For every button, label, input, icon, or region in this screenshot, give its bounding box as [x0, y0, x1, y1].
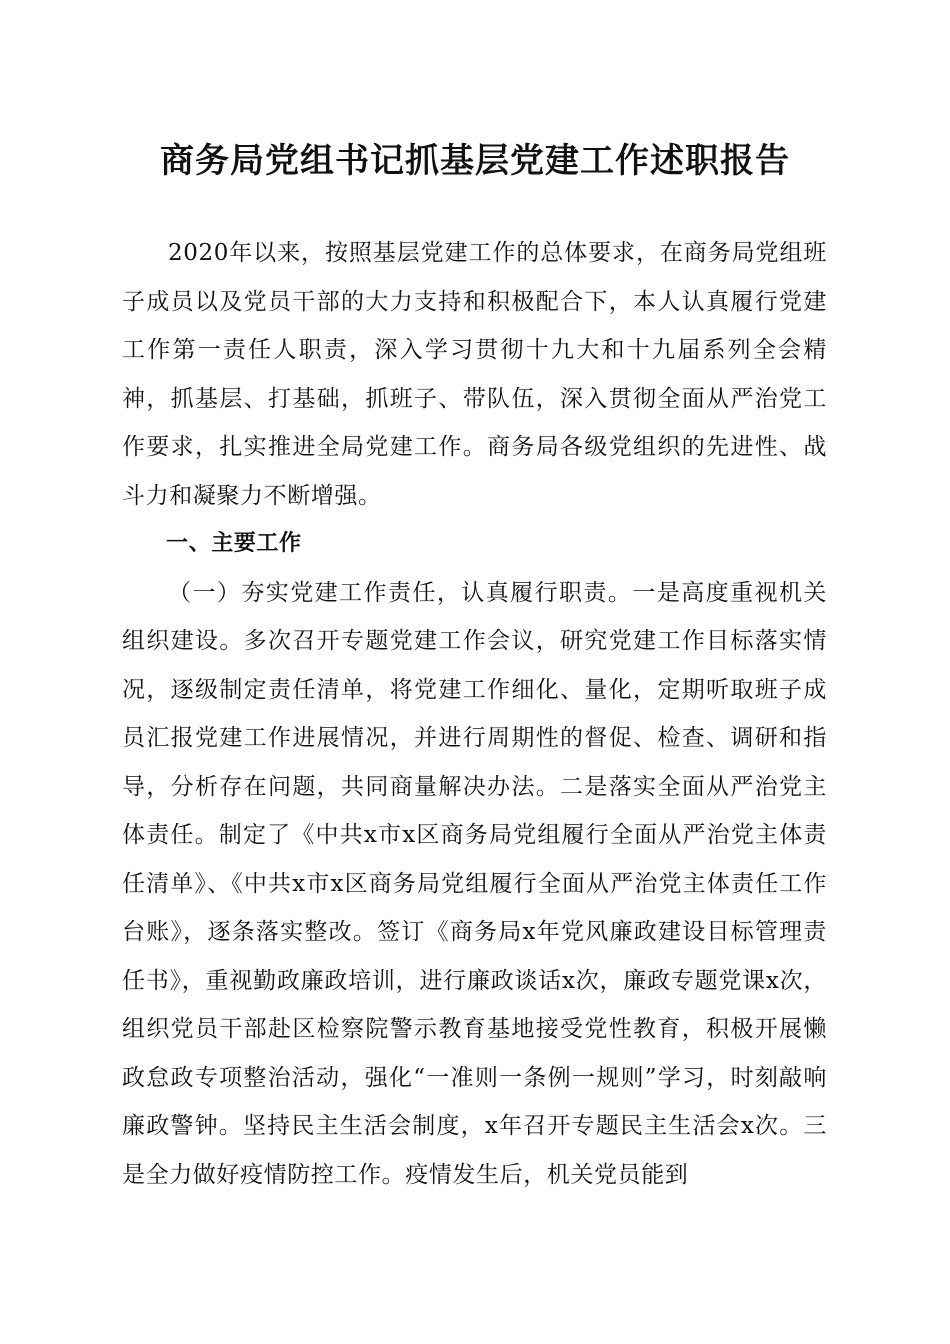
document-title: 商务局党组书记抓基层党建工作述职报告 [160, 141, 790, 181]
section-heading: 一、主要工作 [166, 531, 302, 556]
section-paragraph: （一）夯实党建工作责任，认真履行职责。一是高度重视机关组织建设。多次召开专题党建工作会议，研究党建工作目标落实情况，逐级制定责任清单，将党建工作细化、量化，定期听取班子成员汇报党建工作进展情况，并进行周期性的督促、检查、调研和指导，分析存在问题，共同商量解决办法。二是落实全面从严治党主体责任。制定了《中共x市x区商务局党组履行全面从严治党主体责任清单》、《中共x市x区商务局党组履行全面从严治党主体责任工作台账》，逐条落实整改。签订《商务局x年党风廉政建设目标管理责任书》，重视勤政廉政培训，进行廉政谈话x次，廉政专题党课x次，组织党员干部赴区检察院警示教育基地接受党性教育，积极开展懒政怠政专项整治活动，强化“一准则一条例一规则”学习，时刻敲响廉政警钟。坚持民主生活会制度，x年召开专题民主生活会x次。三是全力做好疫情防控工作。疫情发生后，机关党员能到 [122, 579, 827, 1188]
intro-paragraph: 2020年以来，按照基层党建工作的总体要求，在商务局党组班子成员以及党员干部的大力支持和积极配合下，本人认真履行党建工作第一责任人职责，深入学习贯彻十九大和十九届系列全会精神，抓基层、打基础，抓班子、带队伍，深入贯彻全面从严治党工作要求，扎实推进全局党建工作。商务局各级党组织的先进性、战斗力和凝聚力不断增强。 [122, 240, 827, 509]
document-body [122, 229, 827, 1199]
